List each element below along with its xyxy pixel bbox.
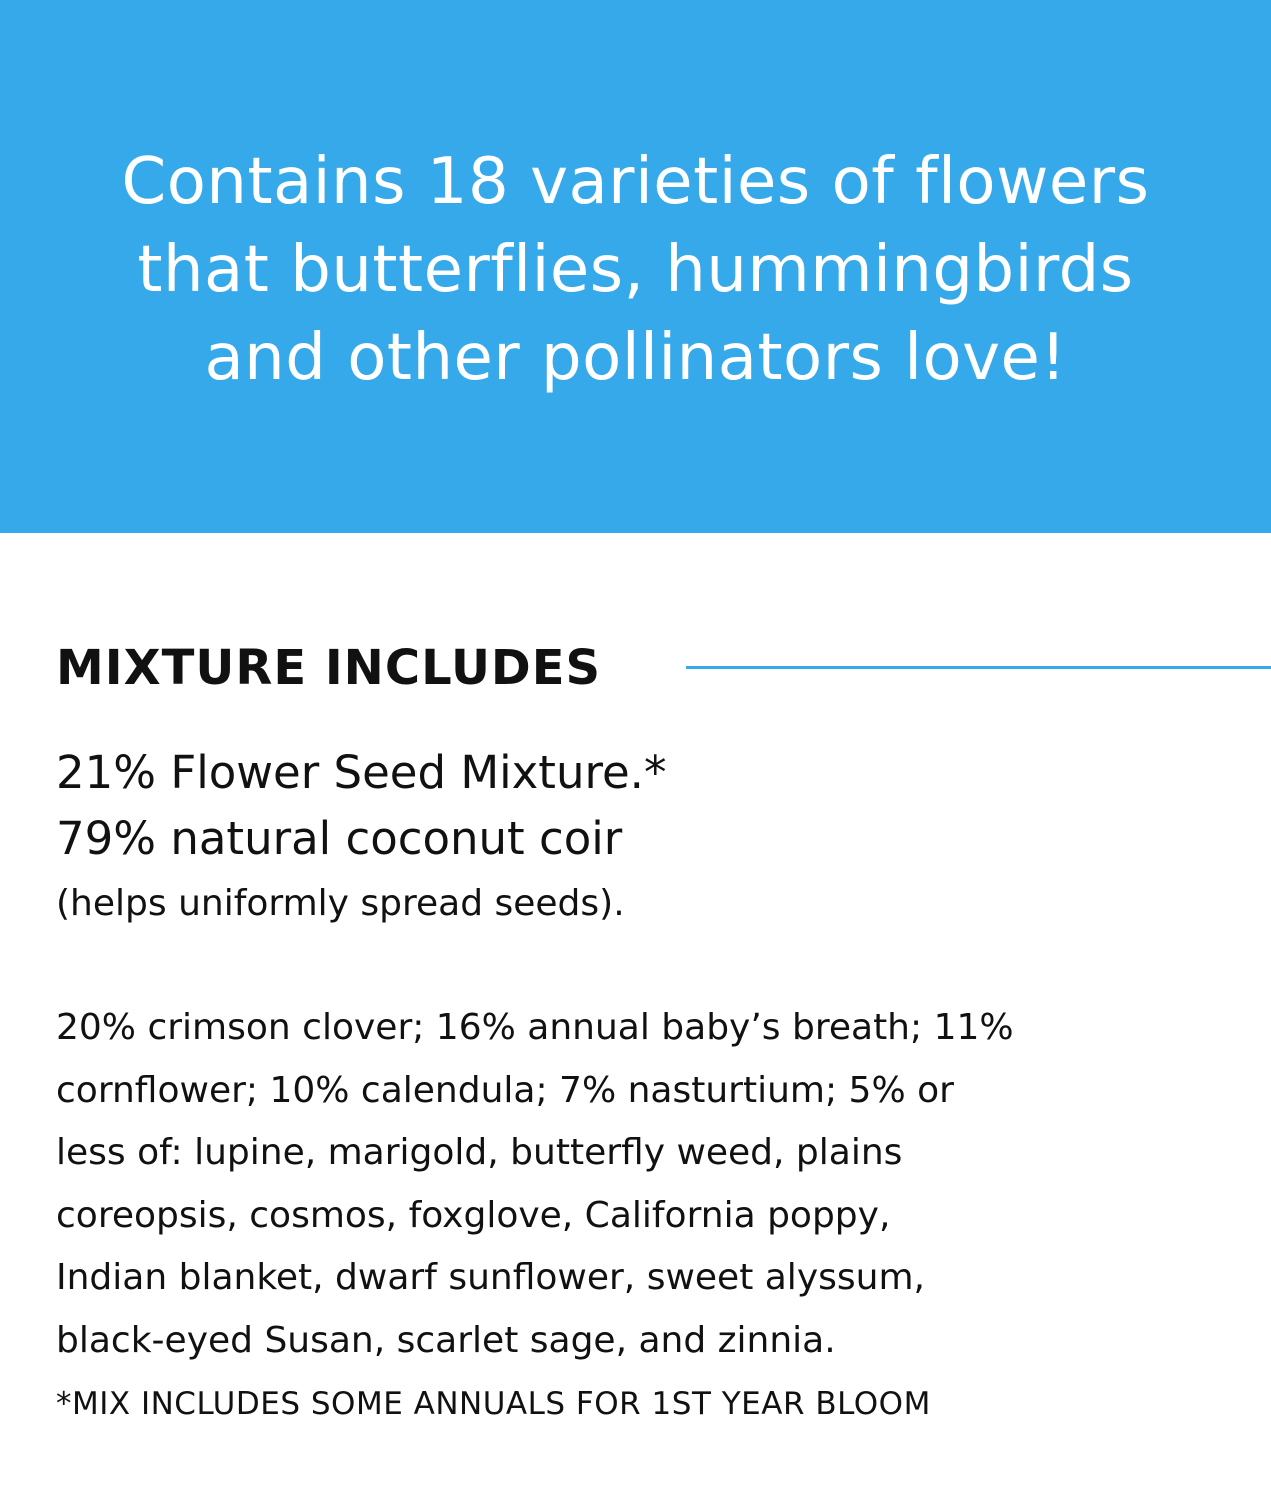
ingredient-list (56, 997, 1116, 1372)
ingredient-line: cornflower; 10% calendula; 7% nasturtium; 5% or (56, 1069, 954, 1111)
ingredient-line: black-eyed Susan, scarlet sage, and zinnia. (56, 1319, 836, 1361)
promo-banner (0, 0, 1271, 533)
ingredient-line: 20% crimson clover; 16% annual baby’s breath; 11% (56, 1007, 1014, 1048)
banner-headline (0, 138, 1271, 402)
mixture-section-header (56, 636, 1271, 700)
section-title: MIXTURE INCLUDES (56, 640, 602, 696)
ingredient-line: Indian blanket, dwarf sunflower, sweet alyssum, (56, 1257, 925, 1298)
banner-line: and other pollinators love! (204, 321, 1067, 395)
ingredient-line: less of: lupine, marigold, butterfly weed, plains (56, 1132, 903, 1173)
annuals-footnote: *MIX INCLUDES SOME ANNUALS FOR 1ST YEAR BLOOM (56, 1386, 931, 1422)
seed-mixture-percentage: 21% Flower Seed Mixture.* (56, 746, 667, 799)
coconut-coir-percentage: 79% natural coconut coir (56, 812, 623, 865)
section-divider-line (686, 666, 1271, 669)
coir-note: (helps uniformly spread seeds). (56, 883, 625, 924)
banner-line: that butterflies, hummingbirds (137, 233, 1134, 307)
banner-line: Contains 18 varieties of flowers (121, 145, 1150, 219)
mixture-composition (56, 740, 1236, 936)
ingredient-line: coreopsis, cosmos, foxglove, California poppy, (56, 1194, 891, 1236)
